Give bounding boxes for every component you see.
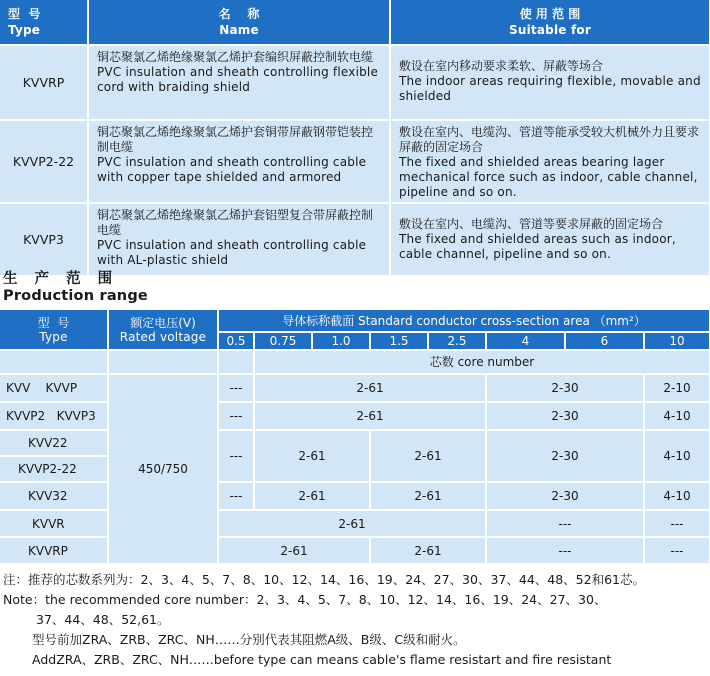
range-cell: 2-61	[254, 430, 370, 482]
size-header: 2.5	[428, 332, 486, 350]
product-suitable-en: The fixed and shielded areas bearing lager mechanical force such as indoor, cable channel, pipeline and so on.	[399, 155, 698, 199]
suit-header-en: Suitable for	[509, 23, 591, 37]
suit-header-cn: 使 用 范 围	[519, 7, 581, 21]
range-type: KVVP2 KVVP3	[0, 402, 108, 430]
product-suitable-cn: 敷设在室内、电缆沟、管道等要求屏蔽的固定场合	[399, 217, 664, 231]
range-type: KVV22	[0, 430, 108, 456]
range-cell: ---	[218, 430, 254, 482]
product-suitable	[390, 120, 710, 203]
product-name-cn: 铜芯聚氯乙烯绝缘聚氯乙烯护套铝塑复合带屏蔽控制电缆	[97, 208, 374, 237]
voltage-header	[108, 310, 218, 350]
core-number-label: 芯数 core number	[254, 350, 710, 374]
voltage-header-en: Rated voltage	[119, 329, 207, 344]
range-cell: ---	[486, 537, 644, 564]
product-name-en: PVC insulation and sheath controlling cable with AL-plastic shield	[97, 238, 367, 267]
production-range-title-cn: 生 产 范 围	[3, 271, 119, 287]
product-type: KVVRP	[0, 45, 88, 120]
range-cell: 4-10	[644, 402, 710, 430]
range-cell: ---	[218, 402, 254, 430]
range-type: KVVP2-22	[0, 456, 108, 482]
range-cell: 2-61	[254, 402, 486, 430]
range-cell: 2-30	[486, 482, 644, 510]
table-row	[0, 510, 710, 537]
product-name-cn: 铜芯聚氯乙烯绝缘聚氯乙烯护套编织屏蔽控制软电缆	[97, 50, 374, 64]
range-type: KVV KVVP	[0, 374, 108, 402]
name-header-en: Name	[219, 23, 259, 37]
range-cell: 2-30	[486, 402, 644, 430]
note-en-cont: 37、44、48、52,61。	[36, 612, 170, 627]
type-header-cn: 型 号	[8, 7, 41, 21]
name-header	[88, 0, 390, 45]
product-suitable	[390, 45, 710, 120]
note-cn: 注：推荐的芯数系列为：2、3、4、5、7、8、10、12、14、16、19、24、27、30、37、44、48、52和61芯。	[3, 572, 645, 587]
note-flame-cn: 型号前加ZRA、ZRB、ZRC、NH……分别代表其阻燃A级、B级、C级和耐火。	[32, 632, 466, 647]
section-header: 导体标称截面 Standard conductor cross-section area （mm²）	[218, 310, 710, 332]
suit-header	[390, 0, 710, 45]
table-row	[0, 45, 710, 120]
range-cell: 2-10	[644, 374, 710, 402]
product-suitable-cn: 敷设在室内、电缆沟、管道等能承受较大机械外力且要求屏蔽的固定场合	[399, 125, 700, 154]
table-row	[0, 482, 710, 510]
range-cell: ---	[644, 537, 710, 564]
product-name-en: PVC insulation and sheath controlling cable with copper tape shielded and armored	[97, 155, 367, 184]
core-number-row	[0, 350, 710, 374]
size-header: 0.5	[218, 332, 254, 350]
table-row	[0, 430, 710, 456]
table-row	[0, 374, 710, 402]
range-type: KVV32	[0, 482, 108, 510]
range-cell: ---	[218, 374, 254, 402]
range-cell: ---	[218, 482, 254, 510]
size-header: 10	[644, 332, 710, 350]
notes	[3, 570, 710, 670]
product-name-cn: 铜芯聚氯乙烯绝缘聚氯乙烯护套铜带屏蔽钢带铠装控制电缆	[97, 125, 374, 154]
product-name	[88, 120, 390, 203]
production-range-title	[3, 271, 148, 305]
size-header: 0.75	[254, 332, 312, 350]
range-cell: 2-30	[486, 430, 644, 482]
rated-voltage: 450/750	[108, 374, 218, 564]
production-range-title-en: Production range	[3, 288, 148, 304]
name-header-cn: 名 称	[218, 7, 260, 21]
range-cell: 4-10	[644, 482, 710, 510]
range-type-header-cn: 型 号	[37, 315, 70, 330]
table-row	[0, 203, 710, 276]
range-cell: 2-61	[370, 482, 486, 510]
range-cell: ---	[644, 510, 710, 537]
range-cell: 2-61	[218, 537, 370, 564]
table-row	[0, 120, 710, 203]
type-header-en: Type	[8, 23, 41, 37]
product-name	[88, 203, 390, 276]
range-type-header-en: Type	[39, 329, 68, 344]
range-cell: 2-61	[254, 482, 370, 510]
table-row	[0, 402, 710, 430]
range-type: KVVRP	[0, 537, 108, 564]
note-flame-en: AddZRA、ZRB、ZRC、NH……before type can means cable's flame resistart and fire resistant	[32, 652, 612, 667]
product-name-en: PVC insulation and sheath controlling flexible cord with braiding shield	[97, 65, 379, 94]
product-type: KVVP3	[0, 203, 88, 276]
note-en: Note：the recommended core number：2、3、4、5、7、8、10、12、14、16、19、24、27、30、	[3, 592, 607, 607]
production-range-table	[0, 310, 710, 565]
size-header: 6	[565, 332, 644, 350]
empty-cell	[0, 350, 108, 374]
table-row	[0, 537, 710, 564]
product-type: KVVP2-22	[0, 120, 88, 203]
range-cell: 4-10	[644, 430, 710, 482]
product-suitable-en: The indoor areas requiring flexible, movable and shielded	[399, 74, 701, 103]
range-header-row	[0, 310, 710, 332]
range-cell: ---	[486, 510, 644, 537]
range-type: KVVR	[0, 510, 108, 537]
product-suitable	[390, 203, 710, 276]
product-suitable-en: The fixed and shielded areas such as indoor, cable channel, pipeline and so on.	[399, 232, 676, 261]
range-cell: 2-61	[218, 510, 486, 537]
products-table	[0, 0, 710, 277]
voltage-header-cn: 额定电压(V)	[130, 315, 196, 330]
range-cell: 2-30	[486, 374, 644, 402]
size-header: 1.0	[312, 332, 370, 350]
range-cell: 2-61	[370, 537, 486, 564]
range-type-header	[0, 310, 108, 350]
product-name	[88, 45, 390, 120]
type-header	[0, 0, 88, 45]
size-header: 4	[486, 332, 565, 350]
size-header: 1.5	[370, 332, 428, 350]
products-header-row	[0, 0, 710, 45]
empty-cell	[108, 350, 218, 374]
range-cell: 2-61	[370, 430, 486, 482]
empty-cell	[218, 350, 254, 374]
product-suitable-cn: 敷设在室内移动要求柔软、屏蔽等场合	[399, 59, 604, 73]
range-cell: 2-61	[254, 374, 486, 402]
